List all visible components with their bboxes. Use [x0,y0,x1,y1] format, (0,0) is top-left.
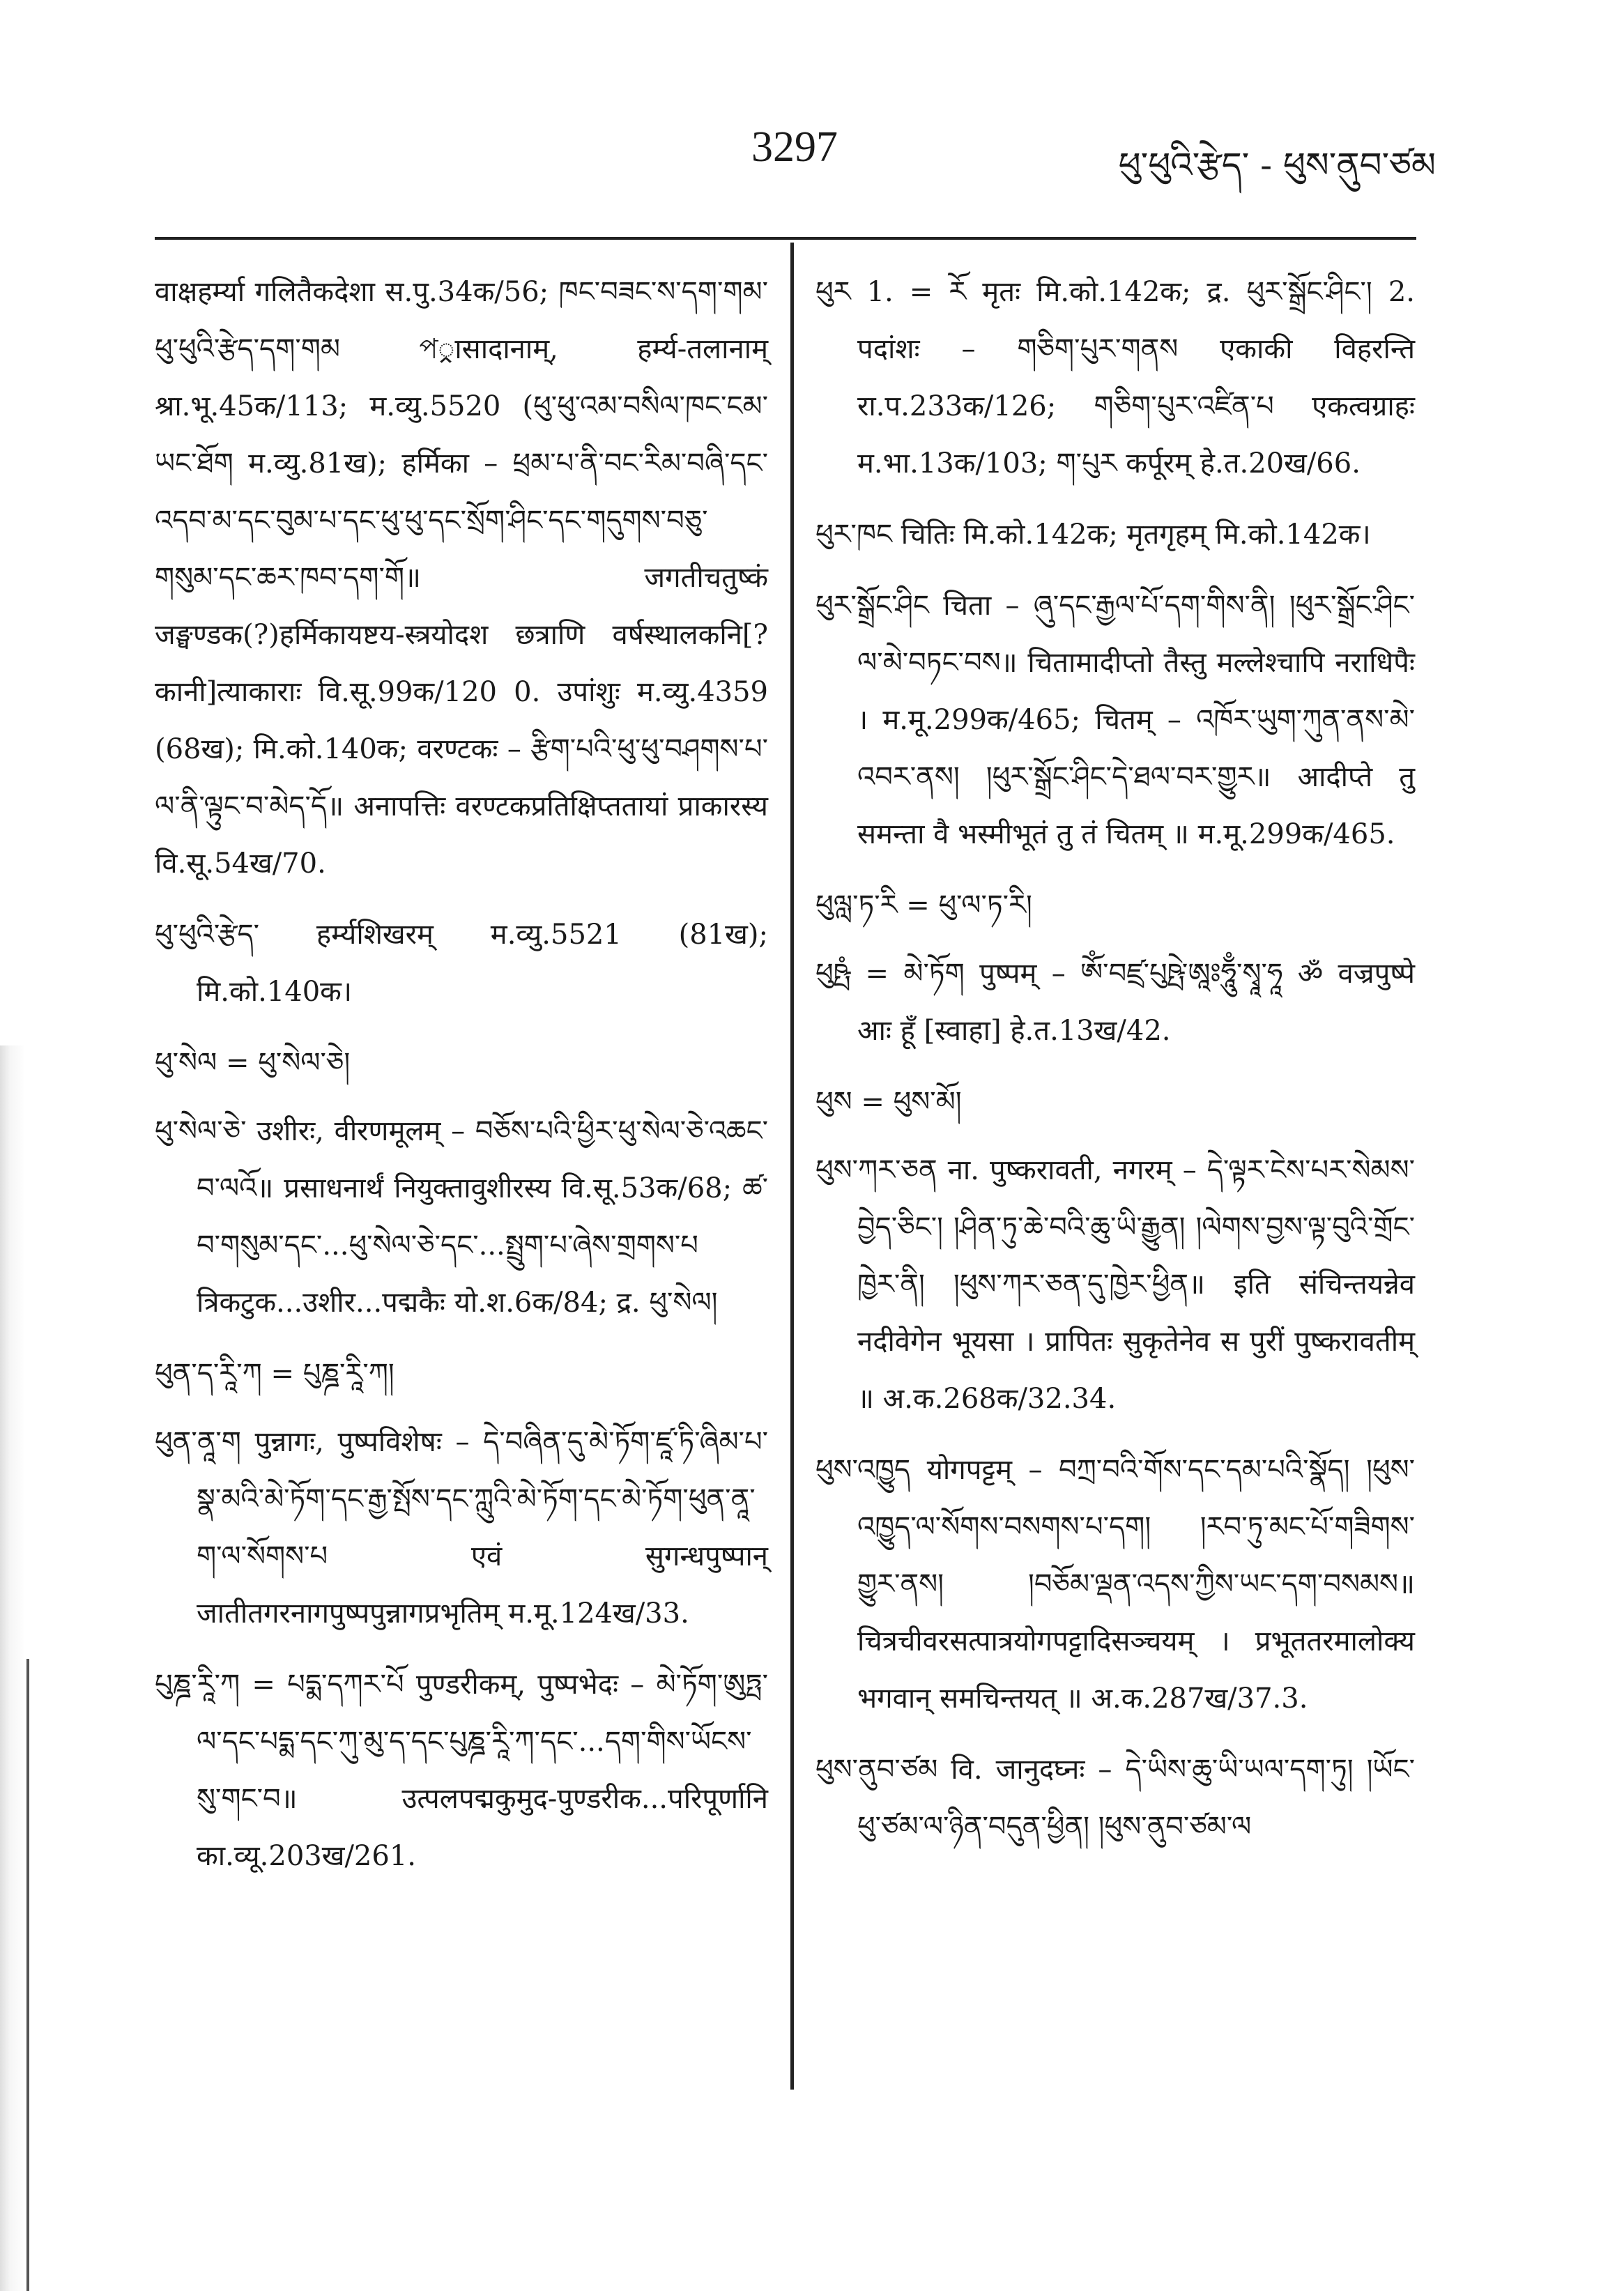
dictionary-entry: པུཎྜ་རཱི་ཀ = པདྨ་དཀར་པོ पुण्डरीकम्, पुष्पभेदः – མེ་ཏོག་ཨུཏྤ་ལ་དང་པདྨ་དང་ཀུ་མུ་ད་དང་པུཎྜ་རཱི་ཀ་དང་...དག་གིས་ཡོངས་སུ་གང་བ॥ उत्पलपद्मकुमुद-पुण्डरीक...परिपूर्णानि का.व्यू.203ख/261. [155,1669,768,1872]
dictionary-entry: ཕུར་ཁང चितिः मि.को.142क; मृतगृहम् मि.को.142क। [815,519,1371,551]
right-column [815,263,1415,1869]
cross-reference-entry: ཕུལླ་ཏ་རི = ཕུ་ལ་ཏ་རི། [815,889,1032,921]
dictionary-entry: ཕུཥྤཾ = མེ་ཏོག पुष्पम् – ཨོཾ་བཛྲ་པུཥྤེ་ཨཱཿཧཱུྃ་སྭཱ་ཧཱ ॐ वज्रपुष्पे आः हूँ [स्वाहा] हे.त.13ख/42. [815,958,1415,1047]
cross-reference-entry: ཕུན་ད་རཱི་ཀ = པུཎྜ་རཱི་ཀ། [155,1358,394,1390]
header-rule [155,237,1416,240]
cross-reference-entry: ཕུ་སེལ = ཕུ་སེལ་ཅེ། [155,1047,351,1079]
dictionary-entry: ཕུ་སེལ་ཅེ་ उशीरः, वीरणमूलम् – བཅོས་པའི་ཕྱིར་ཕུ་སེལ་ཅེ་འཆང་བ་ལའོ॥ प्रसाधनार्थं नियुक्तावुशीरस्य वि.सू.53क/68; ཚ་བ་གསུམ་དང་...ཕུ་སེལ་ཅེ་དང་...སྤྲུག་པ་ཞེས་གྲགས་པ त्रिकटुक...उशीर...पद्मकैः यो.श.6क/84; द्र. ཕུ་སེལ། [155,1115,768,1319]
column-divider [790,243,794,2090]
dictionary-entry: ཕུར 1. = རོ मृतः मि.को.142क; द्र. ཕུར་སྒྲོང་ཤིང་། 2. पदांशः – གཅིག་པུར་གནས एकाकी विहरन्ति रा.प.233क/126; གཅིག་པུར་འཛིན་པ एकत्वग्राहः म.भा.13क/103; ག་པུར कर्पूरम् हे.त.20ख/66. [815,276,1415,480]
page-number: 3297 [751,123,838,171]
dictionary-entry: ཕུས་ནུབ་ཙམ वि. जानुदघ्नः – དེ་ཡིས་ཆུ་ཡི་ཡལ་དག་ཏུ། །ཡོང་ཕུ་ཙམ་ལ་ཉིན་བདུན་ཕྱིན། །ཕུས་ནུབ་ཙམ་ལ [815,1754,1415,1843]
dictionary-entry: ཕུན་ནཱ་ག पुन्नागः, पुष्पविशेषः – དེ་བཞིན་དུ་མེ་ཏོག་ཛཱ་ཏི་ཞིམ་པ་སྣ་མའི་མེ་ཏོག་དང་རྒྱ་སྤོས་དང་ཀླུའི་མེ་ཏོག་དང་མེ་ཏོག་ཕུན་ནཱ་ག་ལ་སོགས་པ एवं सुगन्धपुष्पान् जातीतगरनागपुष्पपुन्नागप्रभृतिम् म.मू.124ख/33. [155,1426,768,1630]
binding-edge-line [26,1659,29,2291]
running-head: ཕུ་ཕུའི་རྩེད་ - ཕུས་ནུབ་ཙམ [1118,145,1436,185]
left-column [155,263,768,1899]
dictionary-entry: ཕུ་ཕུའི་རྩེད་ हर्म्यशिखरम् म.व्यु.5521 (81ख); मि.को.140क। [155,919,768,1008]
dictionary-entry: ཕུར་སྒྲོང་ཤིང चिता – ཞུ་དང་རྒྱལ་པོ་དག་གིས་ནི། །ཕུར་སྒྲོང་ཤིང་ལ་མེ་བཏང་བས॥ चितामादीप्तो तैस्तु मल्लेश्चापि नराधिपैः । म.मू.299क/465; चितम् – འཁོར་ཡུག་ཀུན་ནས་མེ་འབར་ནས། །ཕུར་སྒྲོང་ཤིང་དེ་ཐལ་བར་གྱུར॥ आदीप्ते तु समन्ता वै भस्मीभूतं तु तं चितम् ॥ म.मू.299क/465. [815,590,1415,850]
scan-edge-shadow [0,1045,25,2291]
dictionary-entry: वाक्षहर्म्या गलितैकदेशा स.पु.34क/56; ཁང་བཟང་ས་དག་གམ་ཕུ་ཕུའི་རྩེད་དག་གམ প्रासादानाम्, हर्म्य-तलानाम् श्रा.भू.45क/113; म.व्यु.5520 (ཕུ་ཕུ་འམ་བསིལ་ཁང་ངམ་ཡང་ཐོག म.व्यु.81ख); हर्मिका – ཕྲམ་པ་ནི་བང་རིམ་བཞི་དང་འདབ་མ་དང་བུམ་པ་དང་ཕུ་ཕུ་དང་སྲོག་ཤིང་དང་གདུགས་བཅུ་གསུམ་དང་ཆར་ཁབ་དག་གོ॥ जगतीचतुष्कं जङ्घण्डक(?)हर्मिकायष्टय-स्त्रयोदश छत्राणि वर्षस्थालकनि[?कानी]त्याकाराः वि.सू.99क/120 0. उपांशुः म.व्यु.4359 (68ख); मि.को.140क; वरण्टकः – རྩིག་པའི་ཕུ་ཕུ་བཤགས་པ་ལ་ནི་ལྟུང་བ་མེད་དོ॥ अनापत्तिः वरण्टकप्रतिक्षिप्ततायां प्राकारस्य वि.सू.54ख/70. [155,276,768,880]
dictionary-entry: ཕུས་འཁྱུད योगपट्टम् – བཀྲ་བའི་གོས་དང་དམ་པའི་སྣོད། །ཕུས་འཁྱུད་ལ་སོགས་བསགས་པ་དག། །རབ་ཏུ་མང་པོ་གཟིགས་གྱུར་ནས། །བཅོམ་ལྡན་འདས་ཀྱིས་ཡང་དག་བསམས॥ चित्रचीवरसत्पात्रयोगपट्टादिसञ्चयम् । प्रभूततरमालोक्य भगवान् समचिन्तयत् ॥ अ.क.287ख/37.3. [815,1454,1415,1715]
dictionary-entry: ཕུས་ཀར་ཅན ना. पुष्करावती, नगरम् – དེ་ལྟར་ངེས་པར་སེམས་བྱེད་ཅིང་། །ཤིན་ཏུ་ཆེ་བའི་ཆུ་ཡི་རྒྱུན། །ལེགས་བྱས་ལྟ་བུའི་གྲོང་ཁྱེར་ནི། །ཕུས་ཀར་ཅན་དུ་ཁྱེར་ཕྱིན॥ इति संचिन्तयन्नेव नदीवेगेन भूयसा । प्रापितः सुकृतेनेव स पुरीं पुष्करावतीम् ॥ अ.क.268क/32.34. [815,1154,1415,1415]
cross-reference-entry: ཕུས = ཕུས་མོ། [815,1086,962,1118]
